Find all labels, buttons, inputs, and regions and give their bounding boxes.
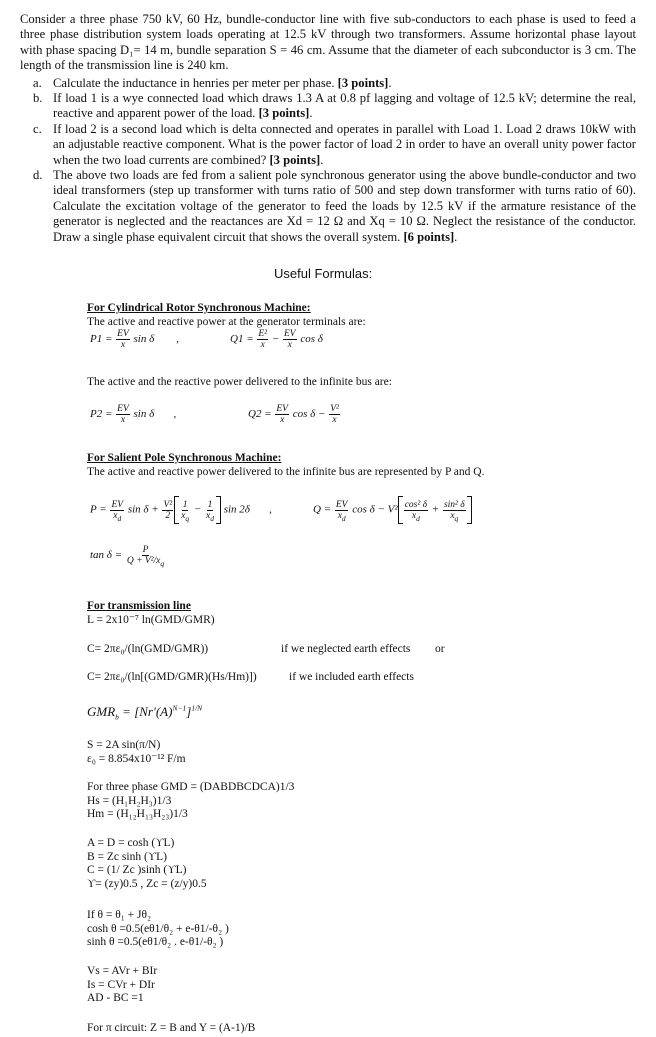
q1-equation: Q1 = $\frac{\text{E²}}{x}$ − $\frac{EV}{x}$ cos δ (230, 329, 323, 350)
problem-item-b: b. If load 1 is a wye connected load which draws 1.3 A at 0.8 pf lagging and voltage of 12.5 kV; determine the real, reactive and apparent power of the load. [3 points]. (33, 91, 636, 121)
tan-delta-equation: tan δ = $\frac{P}{Q + V^2/x_q}$ (90, 545, 165, 568)
or-text: or (435, 643, 445, 655)
cylindrical-rotor-section (87, 302, 366, 329)
capacitance-note-1: if we neglected earth effects (281, 643, 411, 655)
salient-heading: For Salient Pole Synchronous Machine: (87, 452, 282, 464)
c-formula: C = (1/ Zc )sinh (ϒL) (87, 864, 187, 877)
p1-equation: P1 = $\frac{EV}{x}$ sin δ , (90, 329, 179, 350)
bundle-spacing-formula: S = 2A sin(π/N) (87, 739, 161, 751)
two-port-block (87, 965, 157, 1006)
problem-intro: Consider a three phase 750 kV, 60 Hz, bundle-conductor line with five sub-conductors to each phase is used to feed a three phase distribution system loads operating at 12.5 kV through two transformers. Assume horizontal phase layout with phase spacing D₁= 14 m, bundle separation S = 46 cm. Assume that the diameter of each subconductor is 3 cm. The length of the transmission line is 240 km. (20, 12, 636, 73)
is-formula: Is = CVr + DIr (87, 978, 155, 991)
hyperbolic-block (87, 909, 229, 950)
useful-formulas-title: Useful Formulas: (274, 266, 373, 281)
salient-pole-section (87, 452, 484, 479)
b-formula: B = Zc sinh (ϒL) (87, 850, 167, 863)
cosh-formula: cosh θ =0.5(eθ1/θ₂ + e-θ1/-θ₂ ) (87, 922, 229, 935)
a-d-formula: A = D = cosh (ϒL) (87, 837, 175, 849)
capacitance-formula-2: C= 2πε₀/(ln[(GMD/GMR)(Hs/Hm)]) (87, 671, 257, 683)
vs-formula: Vs = AVr + BIr (87, 965, 158, 977)
theta-definition: If θ = θ₁ + Jθ₂ (87, 909, 152, 921)
ad-bc-formula: AD - BC =1 (87, 992, 144, 1005)
cylindrical-subtitle-1: The active and reactive power at the generator terminals are: (87, 315, 366, 328)
problem-item-d: d. The above two loads are fed from a salient pole synchronous generator using the above bundle-conductor and two ideal transformers (step up transformer with turns ratio of 500 and step down transformer with turns ratio of 60). Calculate the excitation voltage of the generator to feed the loads by 12.5 kV if the armature resistance of the generator is neglected and the reactances are Xd = 12 Ω and Xq = 10 Ω. Neglect the resistance of the conductor. Draw a single phase equivalent circuit that shows the overall system. [6 points]. (33, 168, 636, 244)
transmission-line-section (87, 600, 215, 627)
q-salient-equation: Q = $\frac{EV}{x_d}$ cos δ − V² $\frac{\text{cos² δ}}{x_d}$ + $\frac{\text{sin² δ}}{x_q}$ (313, 496, 472, 524)
q2-equation: Q2 = $\frac{EV}{x}$ cos δ − $\frac{\text{V²}}{x}$ (248, 404, 339, 425)
hs-formula: Hs = (H₁H₂H₃)1/3 (87, 794, 172, 807)
sinh-formula: sinh θ =0.5(eθ1/θ₂ . e-θ1/-θ₂ ) (87, 936, 224, 949)
permittivity-value: ε₀ = 8.854x10⁻¹² F/m (87, 752, 186, 765)
p-salient-equation: P = $\frac{EV}{x_d}$ sin δ + $\frac{\text{V²}}{2}$ $\frac{1}{x_q}$ − $\frac{1}{x_d}$ sin 2δ , (90, 496, 272, 524)
capacitance-formula-1: C= 2πε₀/(ln(GMD/GMR)) (87, 643, 209, 655)
gmr-bundle-formula: $GMR_b = [Nr'(A)^{N-1}]^{1/N}$ (87, 703, 203, 722)
problem-statement (20, 12, 636, 245)
problem-item-c: c. If load 2 is a second load which is delta connected and operates in parallel with Load 1. Load 2 draws 10kW with an adjustable reactive component. What is the power factor of load 2 in order to have an overall unity power factor when the two load currents are combined? [3 points]. (33, 121, 636, 167)
transmission-heading: For transmission line (87, 600, 191, 612)
inductance-formula: L = 2x10⁻⁷ ln(GMD/GMR) (87, 613, 215, 626)
hm-formula: Hm = (H₁₂H₁₃H₂₃)1/3 (87, 808, 188, 821)
problem-items (20, 76, 636, 245)
capacitance-note-2: if we included earth effects (289, 671, 414, 683)
pi-circuit-formula: For π circuit: Z = B and Y = (A-1)/B (87, 1022, 256, 1034)
cylindrical-subtitle-2: The active and the reactive power delivered to the infinite bus are: (87, 376, 392, 388)
salient-subtitle: The active and reactive power delivered to the infinite bus are represented by P and Q. (87, 465, 485, 478)
gmd-formula: For three phase GMD = (DABDBCDCA)1/3 (87, 781, 295, 793)
abcd-block (87, 837, 207, 891)
gamma-zc-formula: ϒ= (zy)0.5 , Zc = (z/y)0.5 (87, 877, 207, 890)
problem-item-a: a. Calculate the inductance in henries per meter per phase. [3 points]. (33, 75, 392, 90)
spacing-block (87, 739, 186, 766)
cylindrical-heading: For Cylindrical Rotor Synchronous Machine: (87, 302, 311, 314)
gmd-block (87, 781, 294, 822)
p2-equation: P2 = $\frac{EV}{x}$ sin δ , (90, 404, 177, 425)
